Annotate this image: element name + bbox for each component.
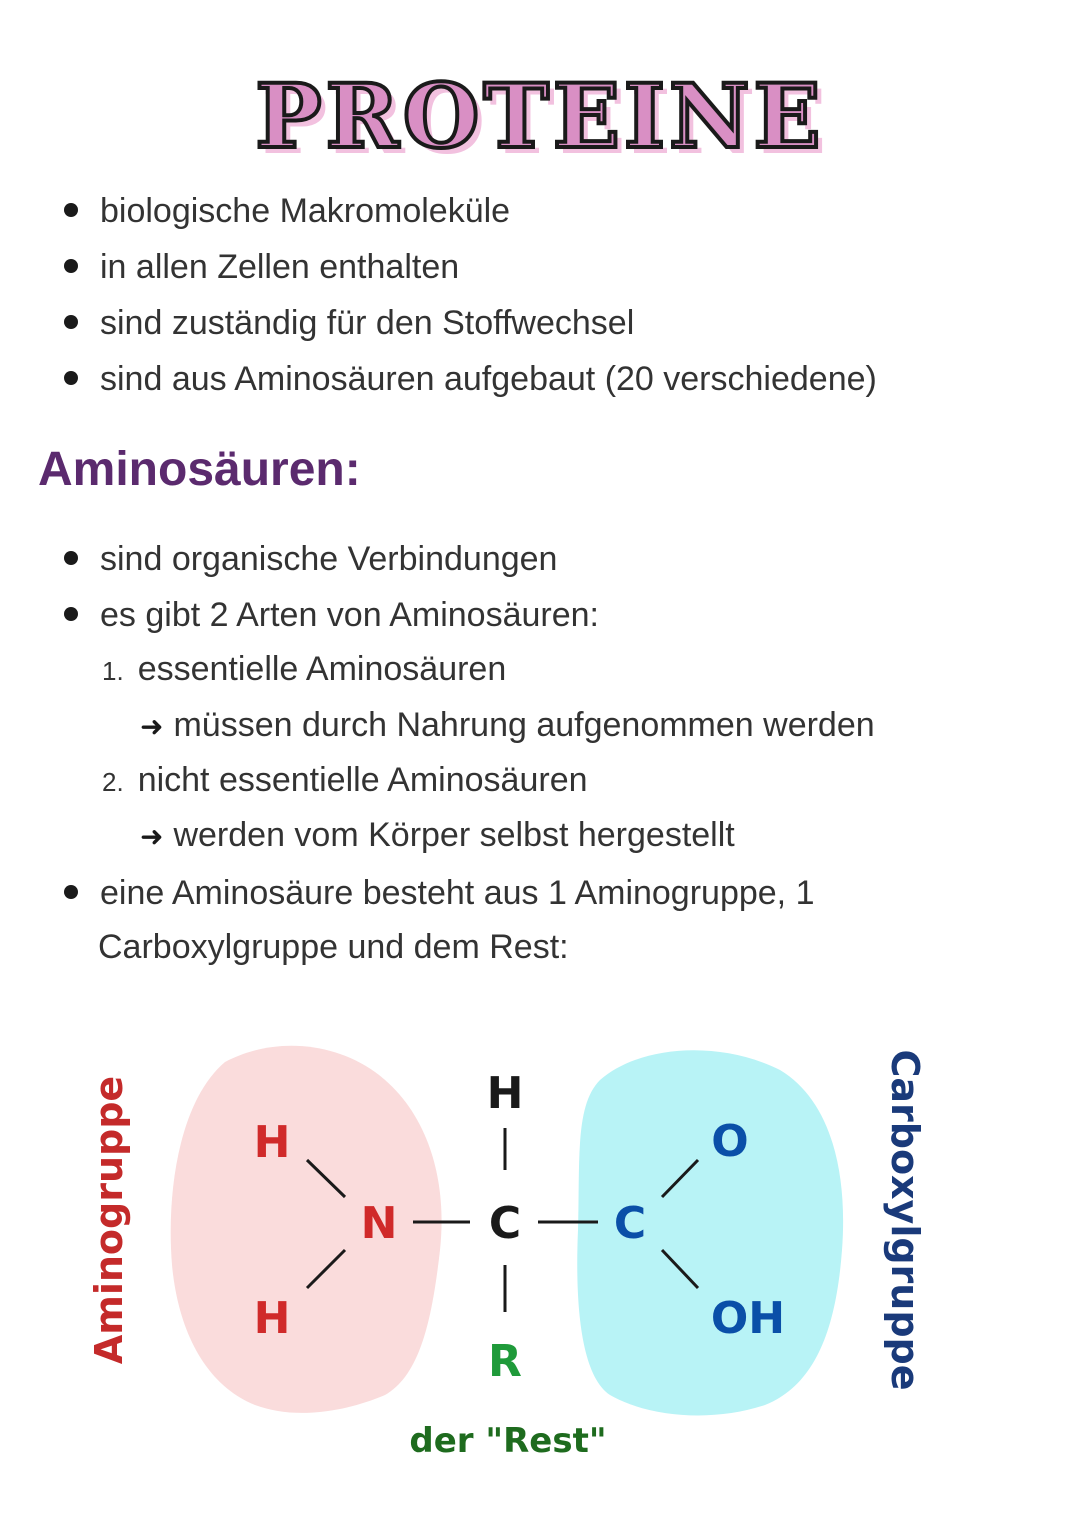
amino-acid-structure-diagram xyxy=(0,1000,1080,1480)
item-text: nicht essentielle Aminosäuren xyxy=(137,761,588,799)
bullet-text: biologische Makromoleküle xyxy=(100,192,511,230)
bullet-text: in allen Zellen enthalten xyxy=(100,248,460,286)
list-item xyxy=(60,183,877,239)
bullet-text: sind zuständig für den Stoffwechsel xyxy=(100,304,635,342)
bullet-text: sind organische Verbindungen xyxy=(100,540,558,578)
amino-group-blob xyxy=(171,1046,442,1413)
list-item xyxy=(60,587,599,643)
atom-o: O xyxy=(711,1116,749,1167)
bullet-dot xyxy=(64,315,78,329)
section-heading-aminosaeuren: Aminosäuren: xyxy=(38,443,361,496)
item-text: essentielle Aminosäuren xyxy=(137,650,507,688)
list-item xyxy=(60,351,877,407)
bullet-dot xyxy=(64,203,78,217)
atom-h-bottom-left: H xyxy=(253,1293,291,1344)
bullet-text: eine Aminosäure besteht aus 1 Aminogruppe, 1 xyxy=(100,874,815,912)
bullet-dot xyxy=(64,607,78,621)
atom-r: R xyxy=(488,1336,522,1387)
item-2-note xyxy=(140,816,735,855)
bullet-dot xyxy=(64,885,78,899)
intro-bullet-list xyxy=(60,183,877,407)
numbered-item-1 xyxy=(102,650,506,689)
list-item xyxy=(60,295,877,351)
atom-oh: OH xyxy=(710,1293,786,1344)
item-1-note xyxy=(140,706,875,745)
bullet-dot xyxy=(64,371,78,385)
arrow-right-icon: ➜ xyxy=(140,711,164,742)
label-aminogruppe: Aminogruppe xyxy=(87,1075,131,1365)
atom-h-top: H xyxy=(486,1068,524,1119)
bullet-text: es gibt 2 Arten von Aminosäuren: xyxy=(100,596,599,634)
amino-bullet-list-2 xyxy=(60,865,814,921)
item-number: 1. xyxy=(102,656,124,686)
page-title: PROTEINE xyxy=(255,64,825,168)
list-item xyxy=(60,239,877,295)
list-item xyxy=(60,865,814,921)
note-text: werden vom Körper selbst hergestellt xyxy=(173,816,735,854)
bullet-dot xyxy=(64,259,78,273)
atom-c-carboxyl: C xyxy=(613,1198,647,1249)
arrow-right-icon: ➜ xyxy=(140,821,164,852)
numbered-item-2 xyxy=(102,761,588,800)
label-rest: der "Rest" xyxy=(409,1421,607,1461)
label-carboxylgruppe: Carboxylgruppe xyxy=(883,1049,927,1391)
atom-c-center: C xyxy=(488,1198,522,1249)
note-text: müssen durch Nahrung aufgenommen werden xyxy=(173,706,875,744)
bullet-text: sind aus Aminosäuren aufgebaut (20 verschiedene) xyxy=(100,360,877,398)
atom-n: N xyxy=(360,1198,398,1249)
amino-bullet-list xyxy=(60,531,599,643)
list-item xyxy=(60,531,599,587)
item-number: 2. xyxy=(102,767,124,797)
atom-h-top-left: H xyxy=(253,1117,291,1168)
bullet-continuation: Carboxylgruppe und dem Rest: xyxy=(98,928,569,966)
bullet-dot xyxy=(64,551,78,565)
